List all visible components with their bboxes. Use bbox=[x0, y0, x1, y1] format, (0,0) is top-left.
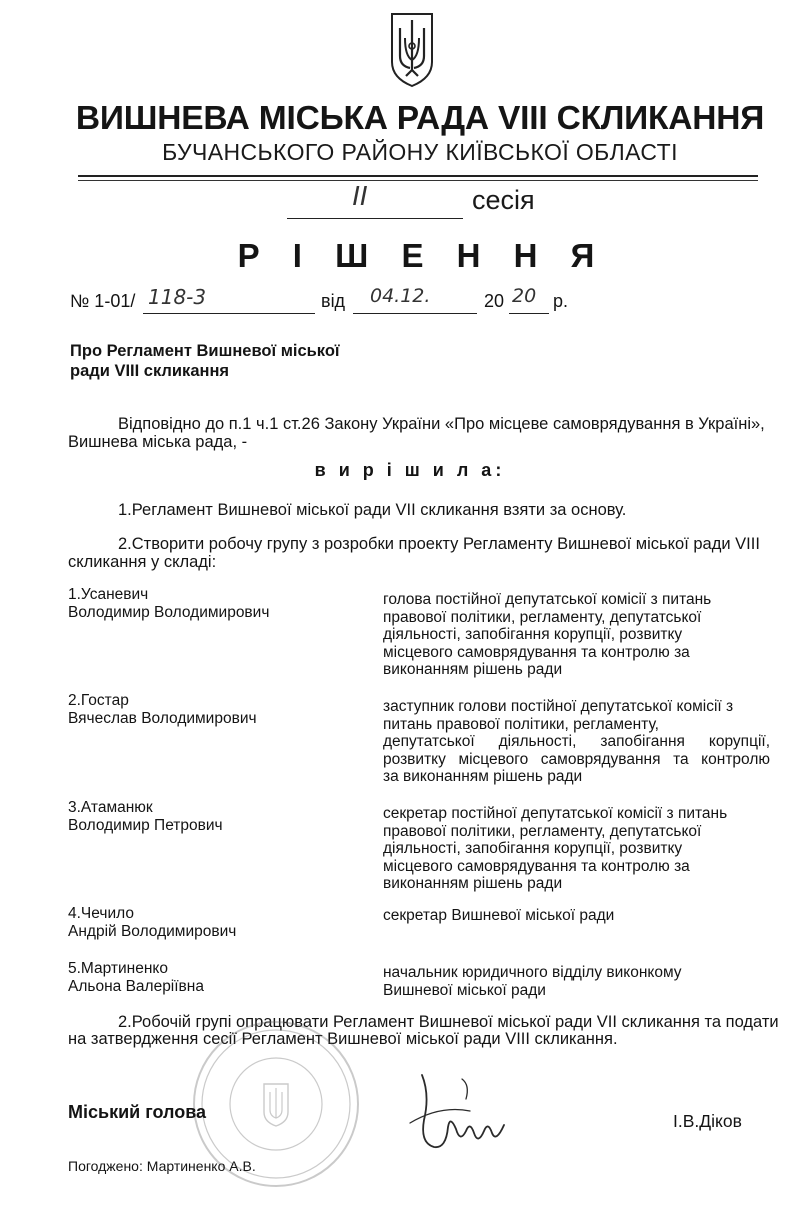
item-2-line-2: скликання у складі: bbox=[68, 553, 217, 571]
date-handwritten: 04.12. bbox=[370, 285, 431, 307]
resolved-heading: в и р і ш и л а: bbox=[314, 460, 506, 480]
member-role-line: діяльності, запобігання корупції, розвитку bbox=[383, 840, 683, 857]
trident-coat-of-arms-icon bbox=[388, 10, 436, 88]
session-number-line bbox=[287, 218, 463, 219]
member-name bbox=[68, 960, 204, 996]
registration-number-line bbox=[143, 313, 315, 314]
registration-number-prefix: № 1-01/ bbox=[70, 291, 136, 311]
member-name-line-1: 1.Усаневич bbox=[68, 586, 149, 603]
member-role-line: правової політики, регламенту, депутатської bbox=[383, 822, 702, 840]
member-role-line: правової політики, регламенту, депутатської bbox=[383, 608, 702, 626]
member-role bbox=[383, 591, 770, 679]
member-role-line: за виконанням рішень ради bbox=[383, 768, 583, 785]
member-role-line: виконанням рішень ради bbox=[383, 875, 563, 892]
member-name bbox=[68, 905, 236, 941]
item-1: 1.Регламент Вишневої міської ради VII скликання взяти за основу. bbox=[118, 501, 627, 519]
member-name-line-2: Альона Валеріївна bbox=[68, 978, 204, 995]
mayor-label: Міський голова bbox=[68, 1102, 207, 1122]
preamble-line-1: Відповідно до п.1 ч.1 ст.26 Закону України «Про місцеве самоврядування в Україні», bbox=[118, 415, 765, 433]
member-role bbox=[383, 907, 770, 925]
decision-subject bbox=[70, 341, 340, 381]
registration-number-handwritten: 118-3 bbox=[148, 285, 207, 309]
member-role bbox=[383, 698, 770, 786]
member-name-line-1: 2.Гостар bbox=[68, 692, 129, 709]
session-label: сесія bbox=[472, 185, 535, 215]
agreed-line: Погоджено: Мартиненко А.В. bbox=[68, 1158, 256, 1174]
date-line bbox=[353, 313, 477, 314]
subject-line-2: ради VIII скликання bbox=[70, 362, 230, 380]
member-role-line: заступник голови постійної депутатської комісії з bbox=[383, 698, 734, 715]
year-line bbox=[509, 313, 549, 314]
document-type-heading: Р І Ш Е Н Н Я bbox=[237, 237, 607, 274]
member-role-line: депутатської діяльності, запобігання корупції, bbox=[383, 733, 770, 750]
member-role-line: виконанням рішень ради bbox=[383, 661, 563, 678]
member-role-line: діяльності, запобігання корупції, розвитку bbox=[383, 626, 683, 643]
member-role-line: місцевого самоврядування та контролю за bbox=[383, 857, 690, 875]
subject-line-1: Про Регламент Вишневої міської bbox=[70, 342, 340, 360]
header-rule-thin bbox=[78, 180, 758, 181]
session-number-handwritten: ІІ bbox=[352, 182, 368, 212]
mayor-name: І.В.Діков bbox=[673, 1111, 742, 1131]
member-name-line-2: Андрій Володимирович bbox=[68, 923, 237, 940]
item-3-line-1: 2.Робочій групі опрацювати Регламент Вишневої міської ради VII скликання та подати bbox=[118, 1013, 779, 1031]
member-name bbox=[68, 692, 257, 728]
header-rule-thick bbox=[78, 175, 758, 177]
member-name-line-1: 5.Мартиненко bbox=[68, 960, 168, 977]
member-role bbox=[383, 964, 770, 999]
member-name bbox=[68, 799, 223, 835]
member-role-line: секретар Вишневої міської ради bbox=[383, 907, 615, 924]
item-3-line-2: на затвердження сесії Регламент Вишневої міської ради VIII скликання. bbox=[68, 1030, 618, 1048]
year-handwritten: 20 bbox=[512, 285, 537, 307]
member-role-line: секретар постійної депутатської комісії з питань bbox=[383, 805, 728, 822]
preamble-line-2: Вишнева міська рада, - bbox=[68, 433, 248, 451]
member-name-line-2: Володимир Володимирович bbox=[68, 604, 270, 621]
member-role-line: голова постійної депутатської комісії з питань bbox=[383, 591, 712, 608]
member-role-line: місцевого самоврядування та контролю за bbox=[383, 643, 690, 661]
member-role-line: начальник юридичного відділу виконкому bbox=[383, 964, 682, 981]
item-2-line-1: 2.Створити робочу групу з розробки проекту Регламенту Вишневої міської ради VIII bbox=[118, 535, 760, 553]
year-suffix: р. bbox=[553, 291, 569, 311]
district-line: БУЧАНСЬКОГО РАЙОНУ КИЇВСЬКОЇ ОБЛАСТІ bbox=[162, 139, 678, 165]
council-title: ВИШНЕВА МІСЬКА РАДА VIII СКЛИКАННЯ bbox=[75, 100, 765, 137]
member-name bbox=[68, 586, 269, 622]
member-role bbox=[383, 805, 770, 893]
date-from-label: від bbox=[321, 291, 346, 311]
member-role-line: питань правової політики, регламенту, bbox=[383, 715, 659, 733]
member-name-line-2: Вячеслав Володимирович bbox=[68, 710, 257, 727]
member-name-line-1: 3.Атаманюк bbox=[68, 799, 153, 816]
handwritten-signature-icon bbox=[400, 1065, 520, 1165]
year-prefix: 20 bbox=[484, 291, 505, 311]
member-name-line-1: 4.Чечило bbox=[68, 905, 134, 922]
member-role-line: Вишневої міської ради bbox=[383, 981, 546, 999]
member-role-line: розвитку місцевого самоврядування та контролю bbox=[383, 750, 770, 768]
member-name-line-2: Володимир Петрович bbox=[68, 817, 223, 834]
